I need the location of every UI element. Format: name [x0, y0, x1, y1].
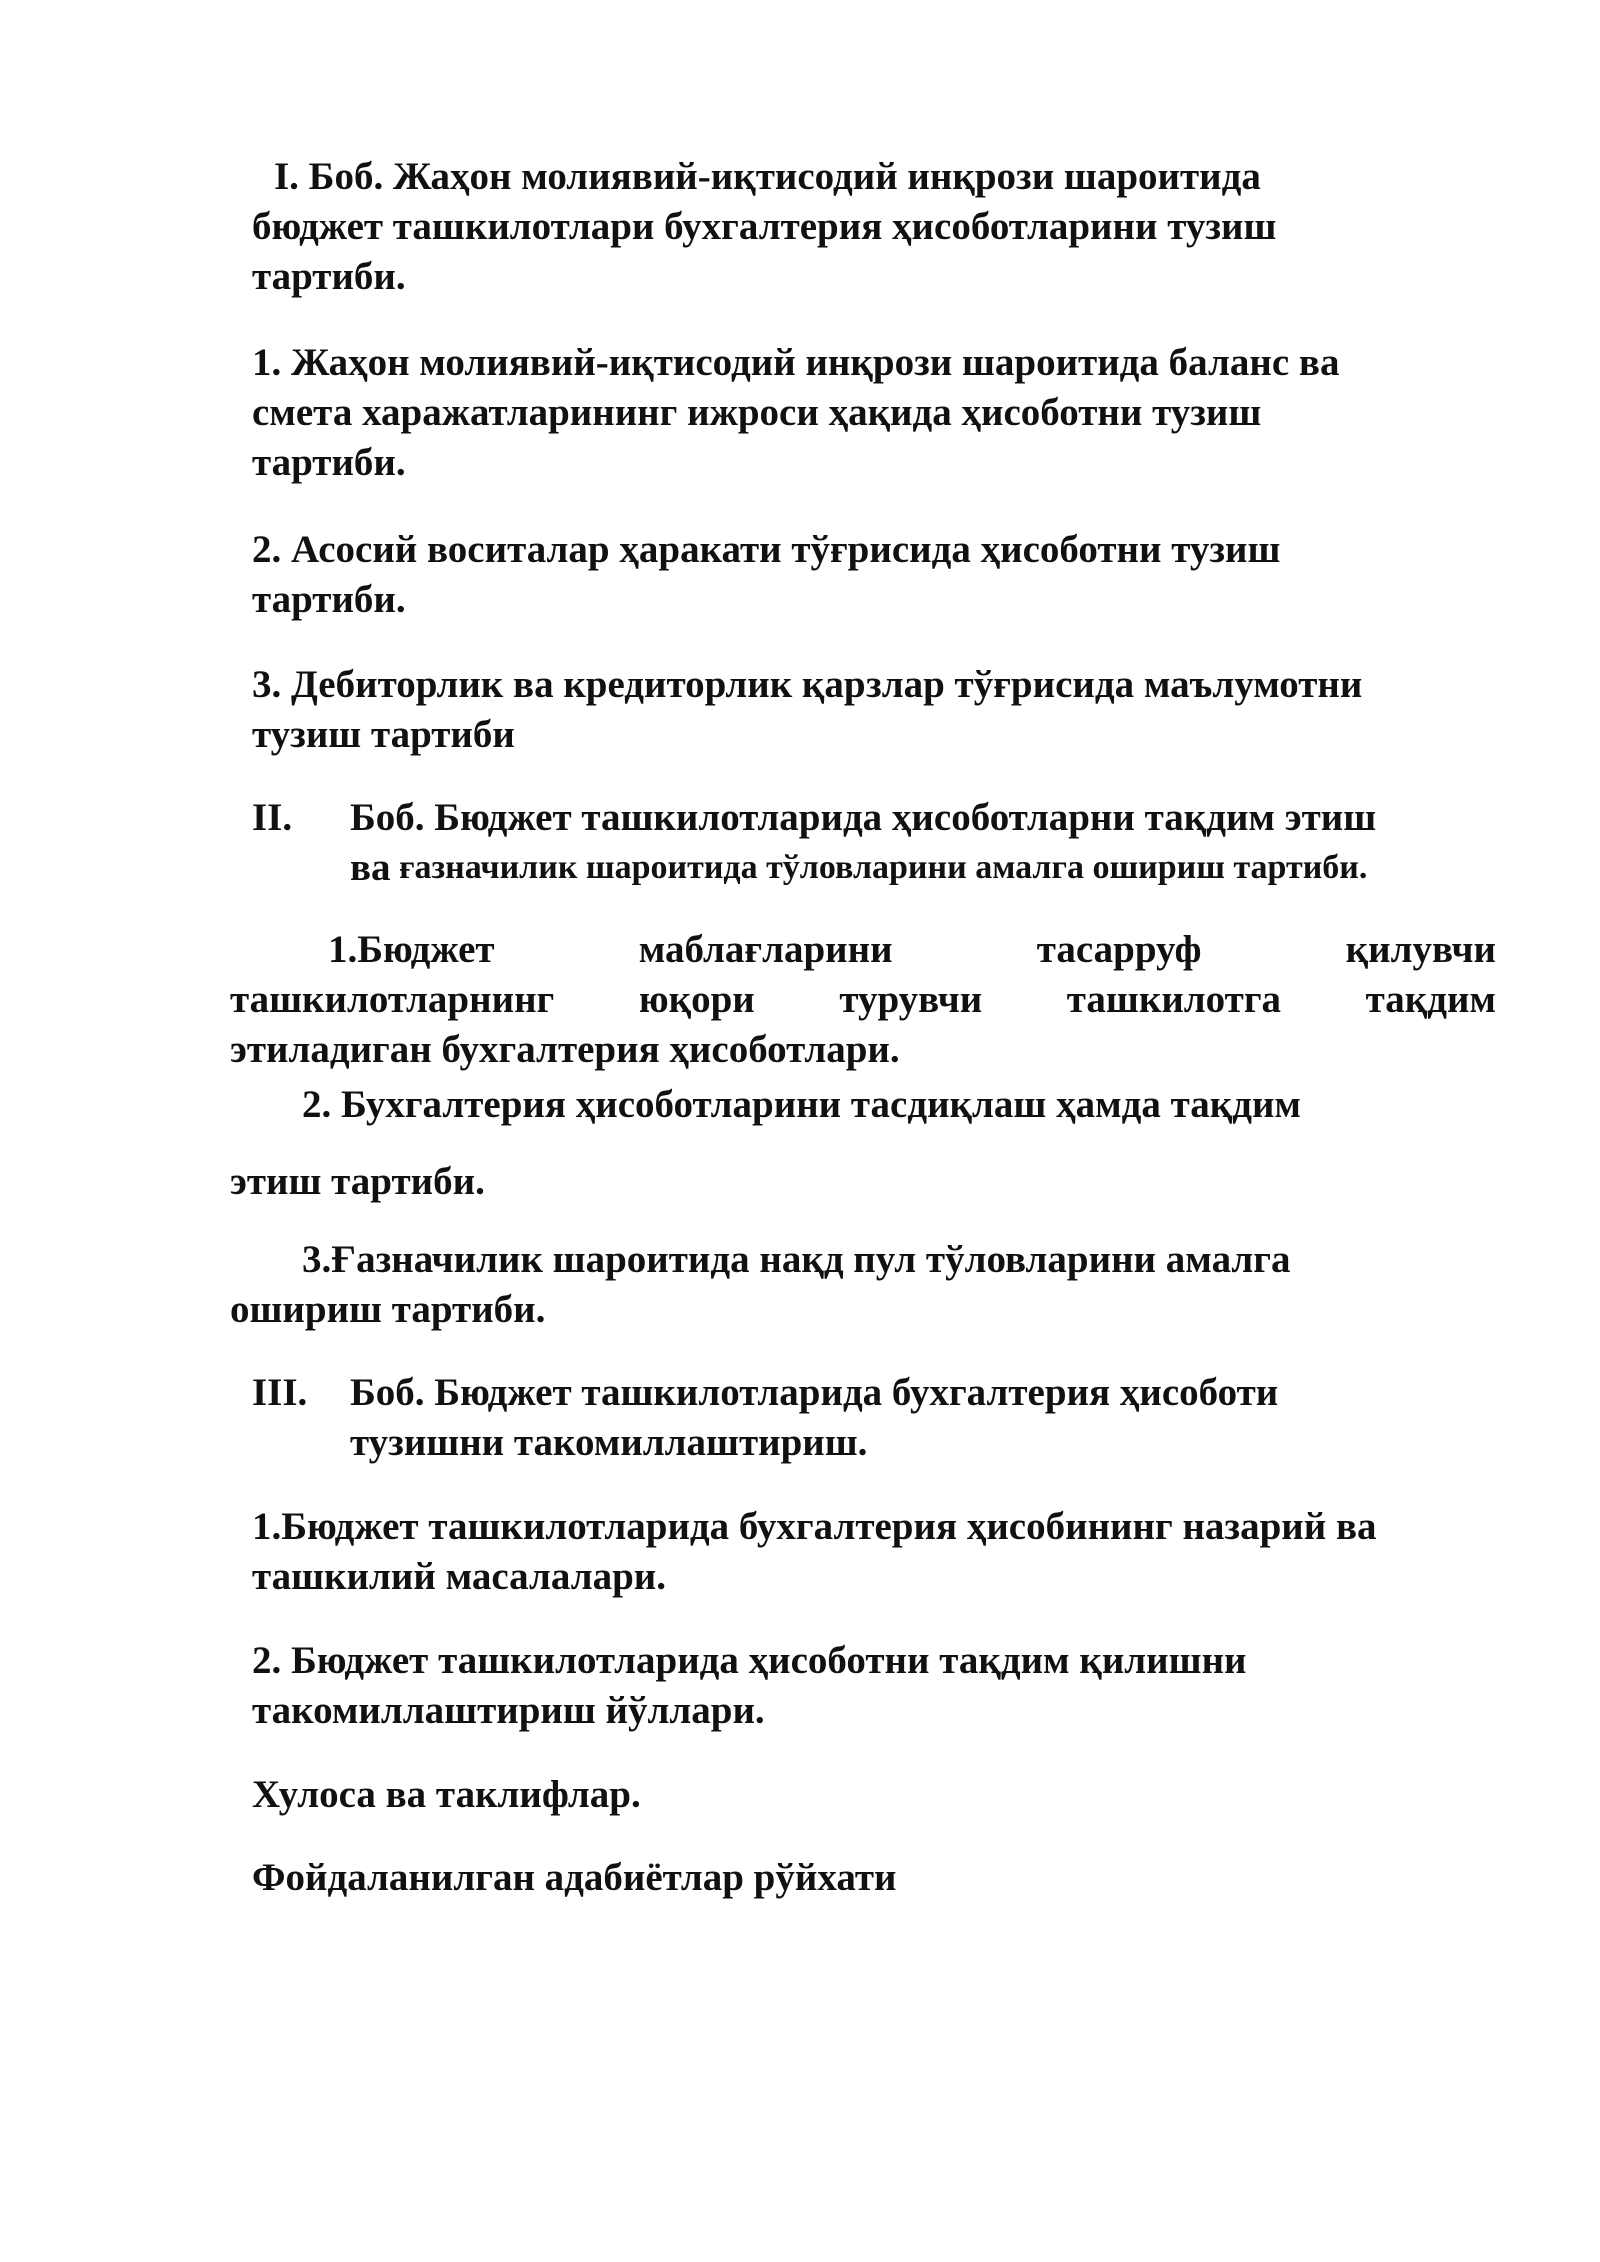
list-item-line: 2. Бюджет ташкилотларида ҳисоботни тақдим қилишни	[252, 1639, 1247, 1682]
list-item-line: смета харажатларининг ижроси ҳақида ҳисоботни тузиш	[252, 391, 1262, 434]
list-item-line: 1.Бюджет ташкилотларида бухгалтерия ҳисобининг назарий ва	[252, 1505, 1377, 1548]
paragraph-line: ошириш тартиби.	[230, 1288, 546, 1331]
word: тақдим	[1365, 978, 1496, 1021]
chapter-3-numeral: III.	[252, 1371, 308, 1414]
chapter-3-item-2	[252, 1636, 1247, 1736]
chapter-2-item-1	[230, 925, 1496, 1075]
chapter-2-item-2-line-2: этиш тартиби.	[230, 1160, 485, 1203]
chapter-1-item-3	[252, 660, 1362, 760]
chapter-2-item-3	[230, 1235, 1291, 1335]
list-item-line: тузиш тартиби	[252, 713, 515, 756]
chapter-1-item-2	[252, 525, 1280, 625]
word: 1.Бюджет	[328, 928, 495, 971]
paragraph-line: этиладиган бухгалтерия ҳисоботлари.	[230, 1028, 900, 1071]
chapter-2-title-prefix: ва	[350, 846, 391, 889]
chapter-1-title-line: бюджет ташкилотлари бухгалтерия ҳисоботларини тузиш	[252, 205, 1277, 248]
chapter-2-title	[252, 793, 1376, 893]
chapter-3-title	[252, 1368, 1278, 1468]
chapter-1-item-1	[252, 338, 1339, 488]
chapter-3-title-line: Боб. Бюджет ташкилотларида бухгалтерия ҳисоботи	[350, 1371, 1279, 1414]
word: маблағларини	[638, 928, 893, 971]
references-heading: Фойдаланилган адабиётлар рўйхати	[252, 1856, 897, 1899]
paragraph-line: 3.Ғазначилик шароитида нақд пул тўловларини амалга	[302, 1238, 1291, 1281]
chapter-2-numeral: II.	[252, 796, 293, 839]
word: юқори	[638, 978, 755, 1021]
chapter-1-title	[252, 152, 1276, 302]
chapter-3-item-1	[252, 1502, 1377, 1602]
chapter-3-title-line: тузишни такомиллаштириш.	[350, 1421, 868, 1464]
conclusion-heading: Хулоса ва таклифлар.	[252, 1773, 641, 1816]
list-item-line: тартиби.	[252, 441, 406, 484]
chapter-2-title-line: Боб. Бюджет ташкилотларида ҳисоботларни тақдим этиш	[350, 796, 1377, 839]
chapter-1-title-line: I. Боб. Жаҳон молиявий-иқтисодий инқрози шароитида	[274, 155, 1261, 198]
list-item-line: 3. Дебиторлик ва кредиторлик қарзлар тўғрисида маълумотни	[252, 663, 1363, 706]
chapter-2-item-2-line-1: 2. Бухгалтерия ҳисоботларини тасдиқлаш ҳамда тақдим	[302, 1083, 1301, 1126]
list-item-line: тартиби.	[252, 578, 406, 621]
list-item-line: такомиллаштириш йўллари.	[252, 1689, 765, 1732]
list-item-line: ташкилий масалалари.	[252, 1555, 667, 1598]
word: турувчи	[839, 978, 983, 1021]
word: қилувчи	[1345, 928, 1496, 971]
chapter-1-title-line: тартиби.	[252, 255, 406, 298]
word: тасарруф	[1036, 928, 1202, 971]
list-item-line: 1. Жаҳон молиявий-иқтисодий инқрози шароитида баланс ва	[252, 341, 1340, 384]
word: ташкилотга	[1066, 978, 1282, 1021]
word: ташкилотларнинг	[230, 978, 555, 1021]
chapter-2-title-rest: ғазначилик шароитида тўловларини амалга ошириш тартиби.	[390, 849, 1368, 886]
list-item-line: 2. Асосий воситалар ҳаракати тўғрисида ҳисоботни тузиш	[252, 528, 1281, 571]
